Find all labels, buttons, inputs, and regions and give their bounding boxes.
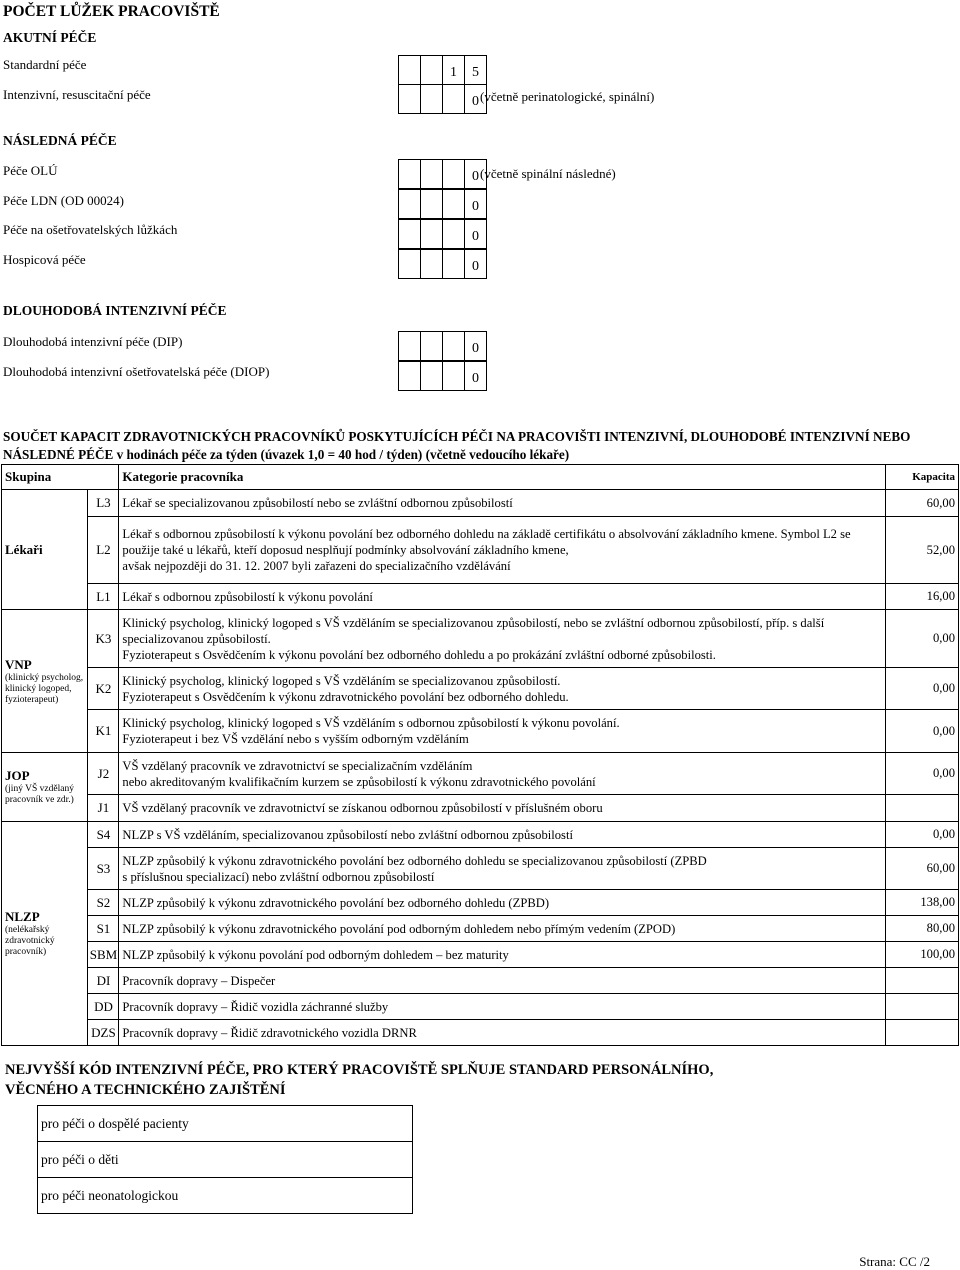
longterm-heading: DLOUHODOBÁ INTENZIVNÍ PÉČE	[3, 303, 227, 318]
digit-cell: 0	[464, 249, 487, 279]
row-capacity[interactable]: 138,00	[886, 890, 959, 916]
page-title: POČET LŮŽEK PRACOVIŠTĚ	[3, 3, 220, 20]
longterm-row-label: Dlouhodobá intenzivní péče (DIP)	[3, 334, 183, 349]
digit-cell	[398, 249, 421, 279]
group-name: JOP	[5, 768, 30, 783]
page-footer: Strana: CC /2	[859, 1254, 930, 1269]
digit-cell: 5	[464, 55, 487, 85]
longterm-dip-digits[interactable]	[398, 331, 486, 361]
digit-cell	[398, 55, 421, 85]
row-code: K1	[88, 710, 119, 753]
acute-row-label: Intenzivní, resuscitační péče	[3, 87, 151, 102]
box-label: pro péči o děti	[41, 1151, 119, 1167]
digit-cell	[420, 159, 443, 189]
digit-cell	[398, 84, 421, 114]
table-row	[2, 1020, 959, 1046]
followup-ldn-digits[interactable]	[398, 189, 486, 219]
table-row	[2, 994, 959, 1020]
followup-row-label: Péče na ošetřovatelských lůžkách	[3, 222, 178, 237]
digit-cell: 1	[442, 55, 465, 85]
digit-cell	[442, 84, 465, 114]
digit-cell	[420, 331, 443, 361]
row-code: DZS	[88, 1020, 119, 1046]
group-name: Lékaři	[5, 541, 43, 557]
acute-intensive-digits[interactable]	[398, 84, 486, 114]
table-row	[2, 890, 959, 916]
digit-cell	[442, 159, 465, 189]
digit-cell: 0	[464, 361, 487, 391]
intensive-code-children[interactable]	[37, 1141, 413, 1178]
group-sub: (klinický psycholog, klinický logoped, fyzioterapeut)	[5, 672, 84, 705]
table-row	[2, 584, 959, 610]
row-desc: Lékař s odbornou způsobilostí k výkonu povolání bez odborného dohledu na základě certifikátu o absolvování základního kmene. Symbol L2 se použije také u lékařů, kteří doposud nesplňují podmínky absolvování základního kmene,	[122, 527, 851, 557]
row-code: J1	[88, 795, 119, 822]
table-row	[2, 848, 959, 890]
digit-cell	[420, 189, 443, 219]
col-capacity-header: Kapacita	[886, 465, 959, 490]
row-capacity[interactable]	[886, 795, 959, 822]
row-desc: Pracovník dopravy – Řidič zdravotnického vozidla DRNR	[122, 1025, 417, 1040]
row-code: L3	[88, 490, 119, 517]
row-code: K3	[88, 610, 119, 668]
row-code: S3	[88, 848, 119, 890]
acute-heading: AKUTNÍ PÉČE	[3, 30, 97, 45]
acute-row-label: Standardní péče	[3, 57, 87, 72]
table-row	[2, 916, 959, 942]
digit-cell	[398, 361, 421, 391]
digit-cell: 0	[464, 159, 487, 189]
intensive-code-neonatal[interactable]	[37, 1177, 413, 1214]
row-desc: Klinický psycholog, klinický logoped s VŠ vzděláním se specializovanou způsobilostí.	[122, 673, 561, 688]
staff-heading: SOUČET KAPACIT ZDRAVOTNICKÝCH PRACOVNÍKŮ POSKYTUJÍCÍCH PÉČI NA PRACOVIŠTI INTENZIVNÍ, DLOUHODOBÉ INTENZIVNÍ NEBO NÁSLEDNÉ PÉČE v hodinách péče za týden (úvazek 1,0 = 40 hod / týden) (včetně vedoucího lékaře)	[3, 429, 911, 462]
digit-cell	[398, 219, 421, 249]
digit-cell	[420, 55, 443, 85]
table-row	[2, 753, 959, 795]
row-desc: Fyzioterapeut s Osvědčením k výkonu povolání bez odborného dohledu a po prokázání zvláštní odborné způsobilosti.	[122, 647, 716, 662]
row-code: S2	[88, 890, 119, 916]
intensive-code-adults[interactable]	[37, 1105, 413, 1142]
row-desc: Pracovník dopravy – Řidič vozidla záchranné služby	[122, 999, 389, 1014]
table-row	[2, 710, 959, 753]
row-code: L1	[88, 584, 119, 610]
row-desc: NLZP způsobilý k výkonu zdravotnického povolání pod odborným dohledem nebo přímým vedením (ZPOD)	[122, 921, 676, 936]
col-category-header: Kategorie pracovníka	[119, 465, 886, 490]
staff-table	[1, 464, 959, 1046]
row-capacity[interactable]: 16,00	[886, 584, 959, 610]
digit-cell: 0	[464, 189, 487, 219]
row-desc: NLZP způsobilý k výkonu povolání pod odborným dohledem – bez maturity	[122, 947, 509, 962]
digit-cell	[398, 159, 421, 189]
box-label: pro péči o dospělé pacienty	[41, 1115, 189, 1131]
group-vnp	[2, 610, 88, 753]
row-capacity[interactable]: 0,00	[886, 668, 959, 710]
row-code: S4	[88, 822, 119, 848]
followup-heading: NÁSLEDNÁ PÉČE	[3, 133, 117, 148]
row-capacity[interactable]	[886, 994, 959, 1020]
heading-line: NEJVYŠŠÍ KÓD INTENZIVNÍ PÉČE, PRO KTERÝ PRACOVIŠTĚ SPLŇUJE STANDARD PERSONÁLNÍHO,	[5, 1062, 714, 1078]
row-desc: Klinický psycholog, klinický logoped s VŠ vzděláním s odbornou způsobilostí k výkonu povolání.	[122, 716, 620, 730]
row-desc: nebo akreditovaným kvalifikačním kurzem se způsobilostí k výkonu zdravotnického povolání	[122, 774, 596, 789]
group-name: VNP	[5, 656, 32, 672]
digit-cell: 0	[464, 331, 487, 361]
group-lekari	[2, 490, 88, 610]
row-desc: VŠ vzdělaný pracovník ve zdravotnictví se specializačním vzděláním	[122, 758, 473, 773]
box-label: pro péči neonatologickou	[41, 1187, 179, 1203]
digit-cell	[442, 249, 465, 279]
digit-cell	[442, 361, 465, 391]
digit-cell	[420, 219, 443, 249]
digit-cell	[398, 189, 421, 219]
table-row	[2, 668, 959, 710]
intensive-code-heading	[5, 1060, 905, 1100]
table-row	[2, 942, 959, 968]
row-desc: Fyzioterapeut i bez VŠ vzdělání nebo s vyšším odborným vzděláním	[122, 732, 469, 746]
digit-cell	[420, 84, 443, 114]
group-sub: (jiný VŠ vzdělaný pracovník ve zdr.)	[5, 784, 74, 805]
group-sub: (nelékařský zdravotnický pracovník)	[5, 925, 55, 957]
digit-cell	[442, 331, 465, 361]
row-desc: avšak nejpozději do 31. 12. 2007 byli zařazeni do specializačního vzdělávání	[122, 559, 511, 573]
row-desc: Fyzioterapeut s Osvědčením k výkonu zdravotnického povolání bez odborného dohledu.	[122, 689, 569, 704]
row-capacity[interactable]: 0,00	[886, 822, 959, 848]
digit-cell	[442, 189, 465, 219]
row-code: DI	[88, 968, 119, 994]
group-nlzp	[2, 822, 88, 1046]
row-capacity[interactable]	[886, 968, 959, 994]
row-capacity[interactable]: 0,00	[886, 710, 959, 753]
digit-cell	[420, 249, 443, 279]
row-capacity[interactable]: 52,00	[886, 517, 959, 584]
row-desc: Pracovník dopravy – Dispečer	[122, 973, 276, 988]
followup-olu-note: (včetně spinální následné)	[480, 166, 616, 181]
followup-olu-digits[interactable]	[398, 159, 486, 189]
followup-hospice-digits[interactable]	[398, 249, 486, 279]
row-desc: VŠ vzdělaný pracovník ve zdravotnictví se získanou odbornou způsobilostí v příslušném oboru	[122, 801, 603, 815]
row-desc: NLZP způsobilý k výkonu zdravotnického povolání bez odborného dohledu se specializovanou způsobilostí (ZPBD	[122, 853, 707, 868]
row-code: J2	[88, 753, 119, 795]
table-row	[2, 795, 959, 822]
row-code: K2	[88, 668, 119, 710]
row-code: DD	[88, 994, 119, 1020]
table-row	[2, 490, 959, 517]
digit-cell	[442, 219, 465, 249]
row-desc: Lékař se specializovanou způsobilostí nebo se zvláštní odbornou způsobilostí	[122, 496, 513, 510]
longterm-diop-digits[interactable]	[398, 361, 486, 391]
longterm-row-label: Dlouhodobá intenzivní ošetřovatelská péče (DIOP)	[3, 364, 270, 379]
row-code: S1	[88, 916, 119, 942]
digit-cell: 0	[464, 84, 487, 114]
acute-intensive-note: (včetně perinatologické, spinální)	[480, 89, 655, 104]
followup-nursing-digits[interactable]	[398, 219, 486, 249]
group-jop	[2, 753, 88, 822]
heading-line: VĚCNÉHO A TECHNICKÉHO ZAJIŠTĚNÍ	[5, 1082, 286, 1098]
row-capacity[interactable]: 0,00	[886, 610, 959, 668]
row-code: L2	[88, 517, 119, 584]
digit-cell	[420, 361, 443, 391]
col-group-header: Skupina	[2, 465, 119, 490]
group-name: NLZP	[5, 909, 40, 924]
row-desc: Lékař s odbornou způsobilostí k výkonu povolání	[122, 589, 373, 604]
row-code: SBM	[88, 942, 119, 968]
row-capacity[interactable]: 60,00	[886, 490, 959, 517]
followup-row-label: Péče LDN (OD 00024)	[3, 193, 124, 208]
followup-row-label: Péče OLÚ	[3, 163, 58, 178]
table-row	[2, 822, 959, 848]
row-capacity[interactable]: 0,00	[886, 753, 959, 795]
acute-standard-digits[interactable]	[398, 55, 486, 85]
row-capacity[interactable]	[886, 1020, 959, 1046]
digit-cell: 0	[464, 219, 487, 249]
row-desc: Klinický psycholog, klinický logoped s VŠ vzděláním se specializovanou způsobilostí, nebo se zvláštní odbornou způsobilostí, příp. s další specializovanou způsobilostí.	[122, 615, 825, 646]
row-capacity[interactable]: 100,00	[886, 942, 959, 968]
followup-row-label: Hospicová péče	[3, 252, 86, 267]
table-row	[2, 968, 959, 994]
table-row	[2, 610, 959, 668]
row-capacity[interactable]: 80,00	[886, 916, 959, 942]
row-desc: NLZP způsobilý k výkonu zdravotnického povolání bez odborného dohledu (ZPBD)	[122, 895, 550, 910]
digit-cell	[398, 331, 421, 361]
row-capacity[interactable]: 60,00	[886, 848, 959, 890]
row-desc: NLZP s VŠ vzděláním, specializovanou způsobilostí nebo zvláštní odbornou způsobilostí	[122, 827, 573, 842]
table-row	[2, 517, 959, 584]
row-desc: s příslušnou specializací) nebo zvláštní odbornou způsobilostí	[122, 869, 435, 884]
